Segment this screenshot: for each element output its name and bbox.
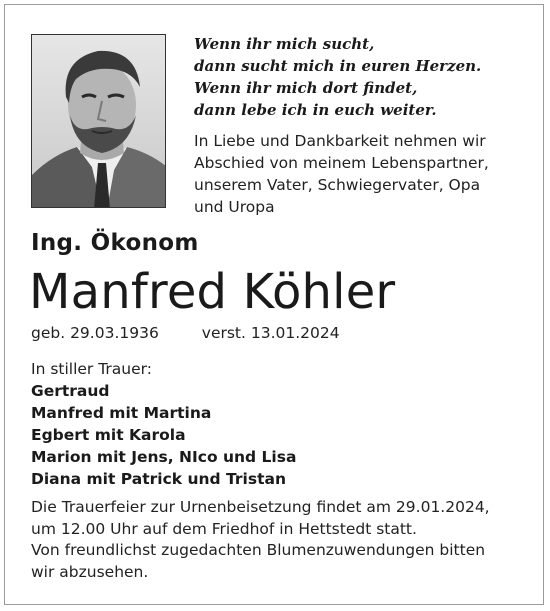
intro-text: [194, 130, 524, 218]
poem-line: Wenn ihr mich dort findet,: [194, 79, 418, 97]
service-line: um 12.00 Uhr auf dem Friedhof in Hettstedt statt.: [31, 519, 417, 538]
funeral-service-info: [31, 497, 531, 583]
intro-line: Abschied von meinem Lebenspartner,: [194, 154, 489, 172]
deceased-name: Manfred Köhler: [29, 264, 396, 320]
intro-line: unserem Vater, Schwiegervater, Opa: [194, 176, 481, 194]
mourner-entry: Diana mit Patrick und Tristan: [31, 470, 286, 488]
mourner-entry: Egbert mit Karola: [31, 426, 186, 444]
life-dates: [31, 324, 340, 342]
service-line: wir abzusehen.: [31, 562, 149, 581]
poem: [194, 33, 514, 121]
birth-date: geb. 29.03.1936: [31, 324, 159, 342]
mourner-entry: Gertraud: [31, 382, 110, 400]
death-date: verst. 13.01.2024: [201, 324, 340, 342]
portrait-image: [32, 35, 166, 208]
professional-title: Ing. Ökonom: [31, 230, 199, 256]
poem-line: dann sucht mich in euren Herzen.: [194, 57, 482, 75]
poem-line: dann lebe ich in euch weiter.: [194, 101, 437, 119]
mourners-section: [31, 358, 296, 490]
intro-line: und Uropa: [194, 198, 275, 216]
portrait-photo: [31, 34, 166, 208]
mourner-entry: Manfred mit Martina: [31, 404, 212, 422]
intro-line: In Liebe und Dankbarkeit nehmen wir: [194, 132, 486, 150]
poem-line: Wenn ihr mich sucht,: [194, 35, 375, 53]
mourner-entry: Marion mit Jens, NIco und Lisa: [31, 448, 297, 466]
service-line: Von freundlichst zugedachten Blumenzuwendungen bitten: [31, 541, 486, 559]
service-line: Die Trauerfeier zur Urnenbeisetzung findet am 29.01.2024,: [31, 498, 490, 516]
mourners-label: In stiller Trauer:: [31, 360, 152, 378]
